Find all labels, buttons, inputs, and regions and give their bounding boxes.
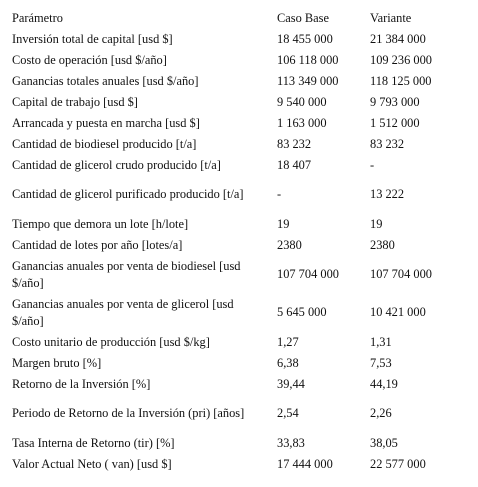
row-variant-value: 13 222 (370, 187, 405, 202)
table-row (0, 113, 478, 134)
row-base-value: 2380 (277, 237, 302, 252)
row-param: Cantidad de lotes por año [lotes/a] (12, 237, 183, 252)
table-header-row (0, 8, 478, 29)
row-variant-value: 1 512 000 (370, 115, 420, 130)
row-param: Ganancias anuales por venta de glicerol [usd $/año] (12, 296, 234, 328)
table-row (0, 50, 478, 71)
row-param: Cantidad de biodiesel producido [t/a] (12, 136, 197, 151)
row-variant-value: 2,26 (370, 406, 392, 421)
row-param: Valor Actual Neto ( van) [usd $] (12, 456, 172, 471)
row-variant-value: 9 793 000 (370, 94, 420, 109)
row-variant-value: 22 577 000 (370, 456, 426, 471)
table-row (0, 395, 478, 433)
table-row (0, 256, 478, 294)
table-row (0, 155, 478, 176)
row-base-value: 18 407 (277, 157, 312, 172)
row-variant-value: 107 704 000 (370, 267, 432, 282)
table-row (0, 454, 478, 475)
table-row (0, 235, 478, 256)
table-row (0, 29, 478, 50)
table-row (0, 353, 478, 374)
row-base-value: 1,27 (277, 334, 299, 349)
header-variant: Variante (370, 10, 412, 25)
row-param: Tasa Interna de Retorno (tir) [%] (12, 435, 175, 450)
row-param: Tiempo que demora un lote [h/lote] (12, 216, 189, 231)
row-variant-value: 1,31 (370, 334, 392, 349)
header-base-case: Caso Base (277, 10, 329, 25)
row-base-value: 39,44 (277, 376, 305, 391)
row-base-value: 2,54 (277, 406, 299, 421)
table-row (0, 374, 478, 395)
row-variant-value: 10 421 000 (370, 305, 426, 320)
row-variant-value: 7,53 (370, 355, 392, 370)
row-param: Cantidad de glicerol purificado producido [t/a] (12, 187, 244, 202)
row-base-value: 107 704 000 (277, 267, 339, 282)
row-param: Retorno de la Inversión [%] (12, 376, 151, 391)
row-param: Ganancias totales anuales [usd $/año] (12, 73, 199, 88)
row-base-value: 17 444 000 (277, 456, 333, 471)
row-variant-value: 21 384 000 (370, 31, 426, 46)
row-param: Inversión total de capital [usd $] (12, 31, 173, 46)
row-variant-value: 44,19 (370, 376, 398, 391)
table-row (0, 433, 478, 454)
row-variant-value: 118 125 000 (370, 73, 432, 88)
row-base-value: 19 (277, 216, 290, 231)
row-base-value: 106 118 000 (277, 52, 339, 67)
row-base-value: 9 540 000 (277, 94, 327, 109)
row-param: Margen bruto [%] (12, 355, 102, 370)
table-row (0, 134, 478, 155)
header-param: Parámetro (12, 10, 63, 25)
table-row (0, 332, 478, 353)
row-base-value: 18 455 000 (277, 31, 333, 46)
parameters-table (0, 8, 478, 475)
row-param: Costo de operación [usd $/año] (12, 52, 167, 67)
row-variant-value: 109 236 000 (370, 52, 432, 67)
row-variant-value: 38,05 (370, 435, 398, 450)
row-param: Periodo de Retorno de la Inversión (pri) [años] (12, 406, 245, 421)
row-base-value: 83 232 (277, 136, 312, 151)
row-variant-value: 19 (370, 216, 383, 231)
row-base-value: 1 163 000 (277, 115, 327, 130)
row-variant-value: 83 232 (370, 136, 405, 151)
row-param: Capital de trabajo [usd $] (12, 94, 138, 109)
row-base-value: 5 645 000 (277, 305, 327, 320)
row-base-value: 33,83 (277, 435, 305, 450)
table-row (0, 294, 478, 332)
table-row (0, 71, 478, 92)
table-row (0, 176, 478, 214)
row-variant-value: - (370, 157, 375, 172)
row-param: Arrancada y puesta en marcha [usd $] (12, 115, 200, 130)
row-param: Ganancias anuales por venta de biodiesel [usd $/año] (12, 258, 241, 290)
row-variant-value: 2380 (370, 237, 395, 252)
row-base-value: - (277, 187, 282, 202)
table-row (0, 214, 478, 235)
table-row (0, 92, 478, 113)
row-base-value: 6,38 (277, 355, 299, 370)
row-param: Costo unitario de producción [usd $/kg] (12, 334, 210, 349)
row-base-value: 113 349 000 (277, 73, 339, 88)
row-param: Cantidad de glicerol crudo producido [t/a] (12, 157, 221, 172)
